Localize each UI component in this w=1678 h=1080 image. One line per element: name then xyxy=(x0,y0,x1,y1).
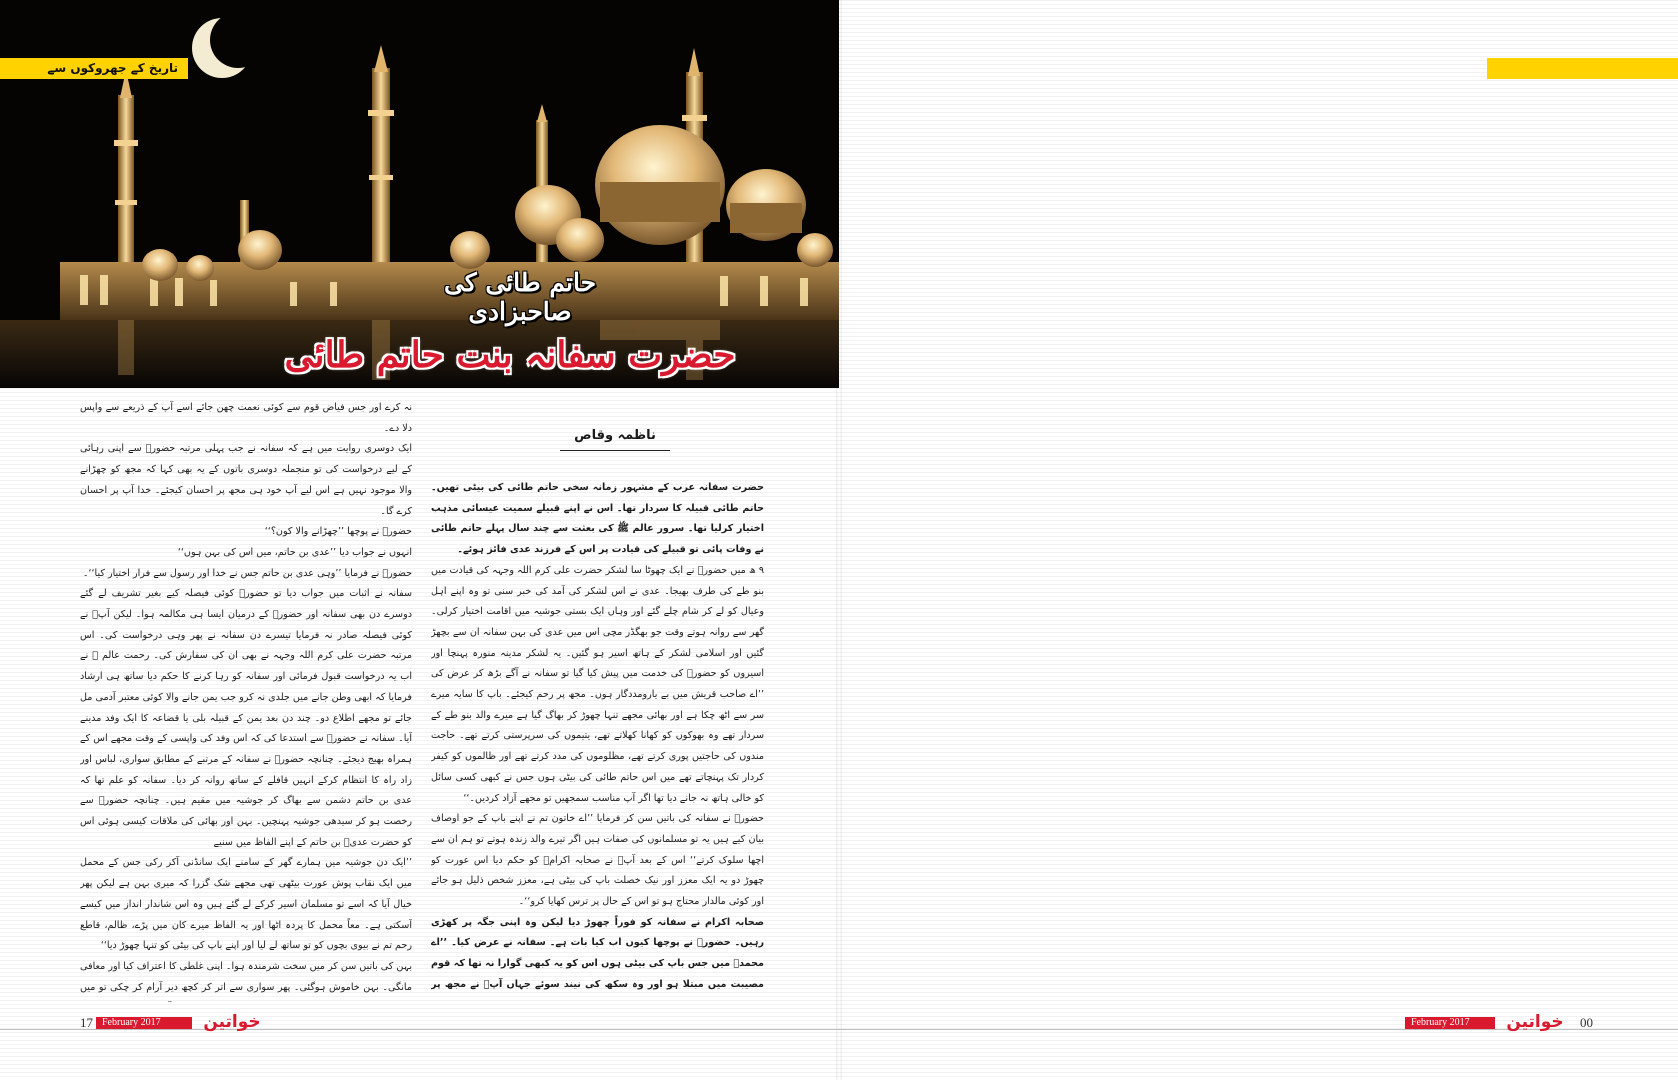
right-page xyxy=(839,0,1678,1080)
page-number-left: 17 xyxy=(80,1015,93,1030)
footer-issue-right: February 2017 xyxy=(1405,1017,1495,1029)
paragraph: حضورؐ نے فرمایا ’’وہی عدی بن حاتم جس نے خدا اور رسول سے فرار اختیار کیا‘‘۔ xyxy=(82,567,412,579)
paragraph: حضورؐ نے سفانہ کی باتیں سن کر فرمایا ’’اے خاتون تم نے اپنے باپ کے جو اوصاف بیان کیے ہیں یہ تو مسلمانوں کی صفات ہیں اگر تیرے والد زندہ ہوتے تو ہم ان سے اچھا سلوک کرتے‘‘ اس کے بعد آپؐ نے صحابہ اکرامؓ کو حکم دیا اس عورت کو چھوڑ دو یہ ایک معزز اور نیک خصلت باپ کی بیٹی ہے، معزز شخص ذلیل ہو جائے اور کوئی مالدار محتاج ہو تو اس کے حال پر ترس کھایا کرو‘‘۔ xyxy=(431,813,764,908)
footer-rule-left xyxy=(0,1029,839,1030)
paragraph: ۹ ھ میں حضورؐ نے ایک چھوٹا سا لشکر حضرت علی کرم اللہ وجہہ کی قیادت میں بنو طے کی طرف بھیجا۔ عدی نے اس لشکر کی آمد کی خبر سنی تو وہ اپنے اہل وعیال کو لے کر شام چلے گئے اور وہاں ایک بستی جوشیہ میں اقامت اختیار کرلی۔ گھر سے روانہ ہوتے وقت جو بھگڈر مچی اس میں عدی کی بہن سفانہ ان سے بچھڑ گئیں اور اسلامی لشکر کے ہاتھ اسیر ہو گئیں۔ یہ لشکر مدینہ منورہ پہنچا اور اسیروں کو حضورؐ کی خدمت میں پیش کیا گیا تو سفانہ نے آگے بڑھ کر عرض کی ’’اے صاحب قریش میں بے یارومددگار ہوں۔ مجھ پر رحم کیجئے۔ باپ کا سایہ میرے سر سے اٹھ چکا ہے اور بھائی مجھے تنہا چھوڑ کر بھاگ گیا ہے میرے والد بنو طے کے سردار تھے وہ بھوکوں کو کھانا کھلاتے تھے، یتیموں کی سرپرستی کرتے تھے۔ حاجت مندوں کی حاجتیں پوری کرتے تھے، مظلوموں کی مدد کرتے تھے اور ظالموں کو کیفر کردار تک پہنچاتے تھے میں اس حاتم طائی کی بیٹی ہوں جس نے کبھی کسی سائل کو خالی ہاتھ نہ جانے دیا تھا اگر آپ مناسب سمجھیں تو مجھے آزاد کردیں۔‘‘ xyxy=(431,564,764,804)
paragraph: صحابہ اکرام نے سفانہ کو فوراً چھوڑ دیا لیکن وہ اپنی جگہ پر کھڑی رہیں۔ حضورؐ نے پوچھا کیوں اب کیا بات ہے۔ سفانہ نے عرض کیا۔ ’’اے محمدؐ میں جس باپ کی بیٹی ہوں اس کو یہ کبھی گوارا نہ تھا کہ قوم مصیبت میں مبتلا ہو اور وہ سکھ کی نیند سوئے جہاں آپؐ نے مجھ پر xyxy=(431,916,764,990)
hero-mosque-image xyxy=(0,0,839,388)
magazine-logo-right: خواتین xyxy=(1506,1012,1564,1032)
paragraph: ’’ایک دن جوشیہ میں ہمارے گھر کے سامنے ایک سانڈنی آکر رکی جس کے محمل میں ایک نقاب پوش عورت بیٹھی تھی مجھے شک گزرا کہ میری بہن ہے لیکن پھر خیال آیا کہ اسے تو مسلمان اسیر کرکے لے گئے ہیں وہ اس شاندار انداز میں کیسے آسکتی ہے۔ معاً محمل کا پردہ اٹھا اور یہ الفاظ میرے کان میں پڑے، ظالم، قاطع رحم تم نے بیوی بچوں کو تو ساتھ لے لیا اور اپنے باپ کی بیٹی کو تنہا چھوڑ دیا‘‘ xyxy=(80,857,412,952)
paragraph: نہ کرے اور جس فیاض قوم سے کوئی نعمت چھن جائے اسے آپ کے ذریعے سے واپس دلا دے۔ xyxy=(80,402,412,434)
paragraph: انہوں نے جواب دیا ’’عدی بن حاتم، میں اس کی بہن ہوں‘‘ xyxy=(177,546,412,558)
paragraph: بہن کی باتیں سن کر میں سخت شرمندہ ہوا۔ اپنی غلطی کا اعتراف کیا اور معافی مانگی۔ بہن خاموش ہوگئی۔ پھر سواری سے اتر کر کچھ دیر آرام کر چکی تو میں xyxy=(80,960,412,993)
article-title: حضرت سفانہ بنت حاتم طائی xyxy=(284,334,736,376)
right-page-yellow-band xyxy=(1487,58,1678,79)
author-byline: ناظمہ وقاص xyxy=(560,428,670,451)
footer-issue-left: February 2017 xyxy=(96,1017,192,1029)
page-number-right: 00 xyxy=(1580,1015,1593,1030)
section-tag: تاریخ کے جھروکوں سے xyxy=(0,58,188,79)
magazine-logo-left: خواتین xyxy=(203,1012,261,1032)
paragraph: حضورؐ نے پوچھا ’’چھڑانے والا کون؟‘‘ xyxy=(264,526,412,538)
paragraph: سفانہ نے اثبات میں جواب دیا تو حضورؐ کوئی فیصلہ کیے بغیر تشریف لے گئے دوسرے دن بھی سفانہ اور حضورؐ کے درمیان ایسا ہی مکالمہ ہوا۔ لیکن آپؐ نے کوئی فیصلہ صادر نہ فرمایا تیسرے دن سفانہ نے پھر وہی درخواست کی۔ اس مرتبہ حضرت علی کرم اللہ وجہہ نے بھی ان کی سفارش کی۔ رحمت عالم ﷺ نے اب یہ درخواست قبول فرمائی اور سفانہ کو رہا کرنے کا حکم دیا ساتھ ہی ارشاد فرمایا کہ ابھی وطن جانے میں جلدی نہ کرو جب یمن جانے والا کوئی معتبر آدمی مل جائے تو مجھے اطلاع دو۔ چند دن بعد یمن کے قبیلہ بلی یا قضاعہ کا ایک وفد مدینے آیا۔ سفانہ نے حضورؐ سے استدعا کی کہ اس وفد کی واپسی کے وقت مجھے اس کے ہمراہ بھیج دیجئے۔ چنانچہ حضورؐ نے سفانہ کے مرتبے کے مطابق سواری، لباس اور زاد راہ کا انتظام کرکے انہیں قافلے کے ساتھ روانہ کر دیا۔ سفانہ کو علم تھا کہ عدی بن حاتم دشمن سے بھاگ کر جوشیہ میں مقیم ہیں۔ چنانچہ حضورؐ سے رخصت ہو کر سیدھی جوشیہ پہنچیں۔ بہن اور بھائی کی ملاقات کیسی ہوئی اس کو حضرت عدیؓ بن حاتم کے اپنے الفاظ میں سنیے xyxy=(80,588,412,848)
article-column-right xyxy=(431,478,764,998)
paragraph: حضرت سفانہ عرب کے مشہور زمانہ سخی حاتم طائی کی بیٹی تھیں۔ حاتم طائی قبیلہ کا سردار تھا۔ اس نے اپنے قبیلے سمیت عیسائی مذہب اختیار کرلیا تھا۔ سرور عالم ﷺ کی بعثت سے چند سال پہلے حاتم طائی نے وفات پائی تو قبیلے کی قیادت پر اس کے فرزند عدی فائز ہوئے۔ xyxy=(431,482,764,556)
paragraph: ایک دوسری روایت میں ہے کہ سفانہ نے جب پہلی مرتبہ حضورؐ سے اپنی رہائی کے لیے درخواست کی تو منجملہ دوسری باتوں کے یہ بھی کہا کہ مجھ کو چھڑانے والا موجود نہیں ہے اس لیے آپ خود ہی مجھ پر احسان کیجئے۔ خدا آپ پر احسان کرے گا۔ xyxy=(80,443,412,517)
article-subtitle: حاتم طائی کی صاحبزادی xyxy=(443,268,597,326)
article-column-left xyxy=(80,398,412,1002)
